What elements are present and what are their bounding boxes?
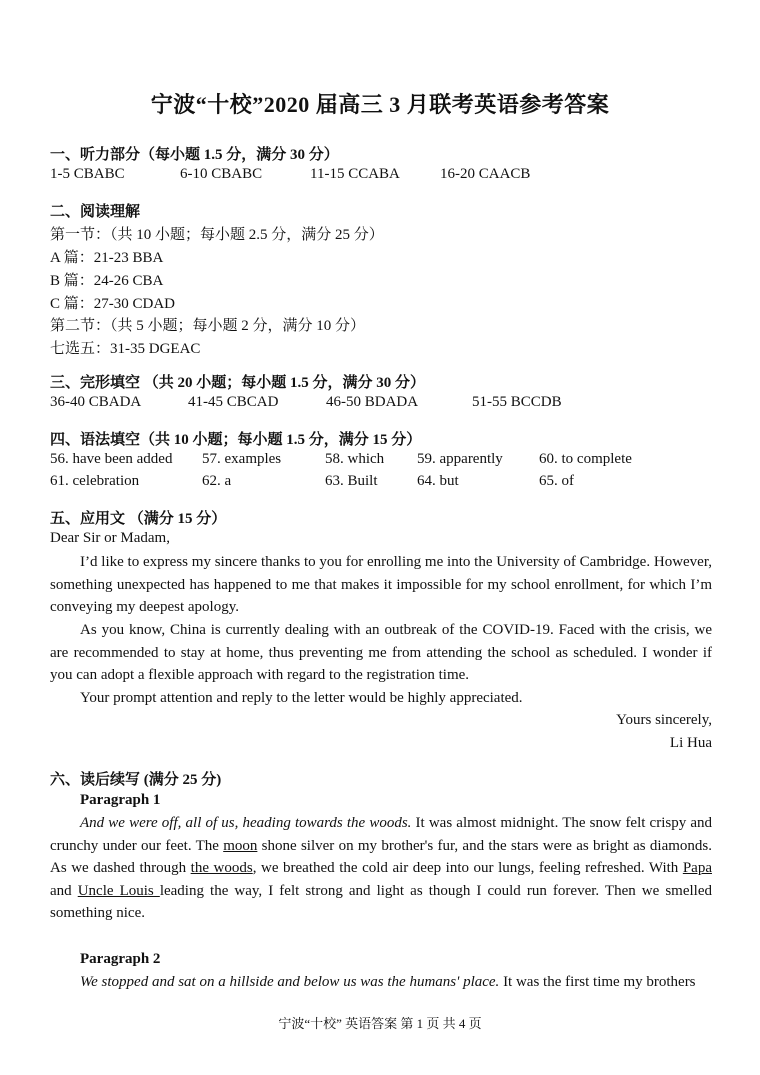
paragraph1-segment: leading the way, I felt strong and light as though I could run forever. Then we smelled something nice.	[50, 882, 713, 922]
listening-answer: 11-15 CCABA	[310, 166, 400, 182]
page-title: 宁波“十校”2020 届高三 3 月联考英语参考答案	[150, 92, 610, 117]
listening-answer: 6-10 CBABC	[180, 166, 263, 182]
grammar-answer: 64. but	[417, 473, 459, 489]
paragraph2-segment: It was the first time my brothers	[499, 974, 696, 990]
cloze-answer: 41-45 CBCAD	[188, 394, 279, 410]
paragraph1-lead: And we were off, all of us, heading towards the woods.	[80, 815, 412, 831]
paragraph1-segment: shone silver on my brother's fur, and the stars were as bright as diamonds. As we dashed through	[50, 837, 712, 877]
reading-seven-choose-five: 七选五：31-35 DGEAC	[50, 341, 201, 357]
paragraph1-text	[50, 812, 712, 925]
continuation-heading: 六、读后续写 (满分 25 分)	[50, 772, 222, 788]
cloze-answer: 46-50 BDADA	[326, 394, 419, 410]
reading-heading: 二、阅读理解	[50, 204, 141, 220]
listening-answer: 1-5 CBABC	[50, 166, 125, 182]
grammar-answer: 58. which	[325, 451, 385, 467]
grammar-answer: 61. celebration	[50, 473, 140, 489]
paragraph2-title: Paragraph 2	[80, 951, 161, 967]
letter-paragraph: As you know, China is currently dealing with an outbreak of the COVID-19. Faced with the crisis, we are recommended to stay at home, thus preventing me from attending the school as scheduled. I wonder if you can adopt a flexible approach with regard to the registration time.	[50, 622, 712, 684]
letter-closing: Yours sincerely,	[616, 712, 712, 728]
paragraph1-segment: , we breathed the cold air deep into our lungs, feeling refreshed. With	[252, 860, 683, 877]
letter-paragraph: Your prompt attention and reply to the letter would be highly appreciated.	[80, 690, 523, 706]
reading-passage-b: B 篇：24-26 CBA	[50, 273, 164, 289]
grammar-answer: 62. a	[202, 473, 232, 489]
paragraph2-text	[50, 971, 712, 995]
underlined-word: moon	[223, 837, 258, 854]
paragraph1-segment: It was almost midnight. The snow felt crispy and crunchy under our feet. The	[50, 815, 712, 854]
grammar-heading: 四、语法填空（共 10 小题；每小题 1.5 分，满分 15 分）	[50, 432, 422, 448]
reading-passage-c: C 篇：27-30 CDAD	[50, 296, 176, 312]
grammar-answer: 65. of	[539, 473, 574, 489]
reading-passage-a: A 篇：21-23 BBA	[50, 250, 164, 266]
listening-answer: 16-20 CAACB	[440, 166, 531, 182]
cloze-heading: 三、完形填空 （共 20 小题；每小题 1.5 分，满分 30 分）	[50, 375, 426, 391]
writing-heading: 五、应用文 （满分 15 分）	[50, 511, 227, 527]
reading-part2: 第二节：（共 5 小题；每小题 2 分，满分 10 分）	[50, 318, 366, 334]
listening-heading: 一、听力部分（每小题 1.5 分，满分 30 分）	[50, 147, 339, 163]
grammar-answer: 63. Built	[325, 473, 378, 489]
paragraph1-segment: and	[50, 882, 78, 899]
underlined-word: Papa	[682, 860, 712, 877]
reading-part1: 第一节：（共 10 小题；每小题 2.5 分，满分 25 分）	[50, 227, 384, 243]
letter-paragraph: I’d like to express my sincere thanks to you for enrolling me into the University of Cambridge. However, something unexpected has happened to me that makes it impossible for my school enrollment, for which I’m conveying my deepest apology.	[50, 554, 712, 616]
grammar-answer: 59. apparently	[417, 451, 503, 467]
grammar-answer: 60. to complete	[539, 451, 632, 467]
letter-signature: Li Hua	[669, 735, 712, 751]
grammar-answer: 57. examples	[202, 451, 282, 467]
cloze-answer: 36-40 CBADA	[50, 394, 142, 410]
letter-salutation: Dear Sir or Madam,	[50, 530, 170, 546]
paragraph1-title: Paragraph 1	[80, 792, 161, 808]
cloze-answer: 51-55 BCCDB	[472, 394, 562, 410]
underlined-word: Uncle Louis	[77, 882, 160, 899]
underlined-word: the woods	[190, 860, 253, 877]
grammar-answer: 56. have been added	[50, 451, 173, 467]
paragraph2-lead: We stopped and sat on a hillside and below us was the humans' place.	[80, 974, 500, 990]
page-footer: 宁波“十校” 英语答案 第 1 页 共 4 页	[278, 1016, 482, 1031]
